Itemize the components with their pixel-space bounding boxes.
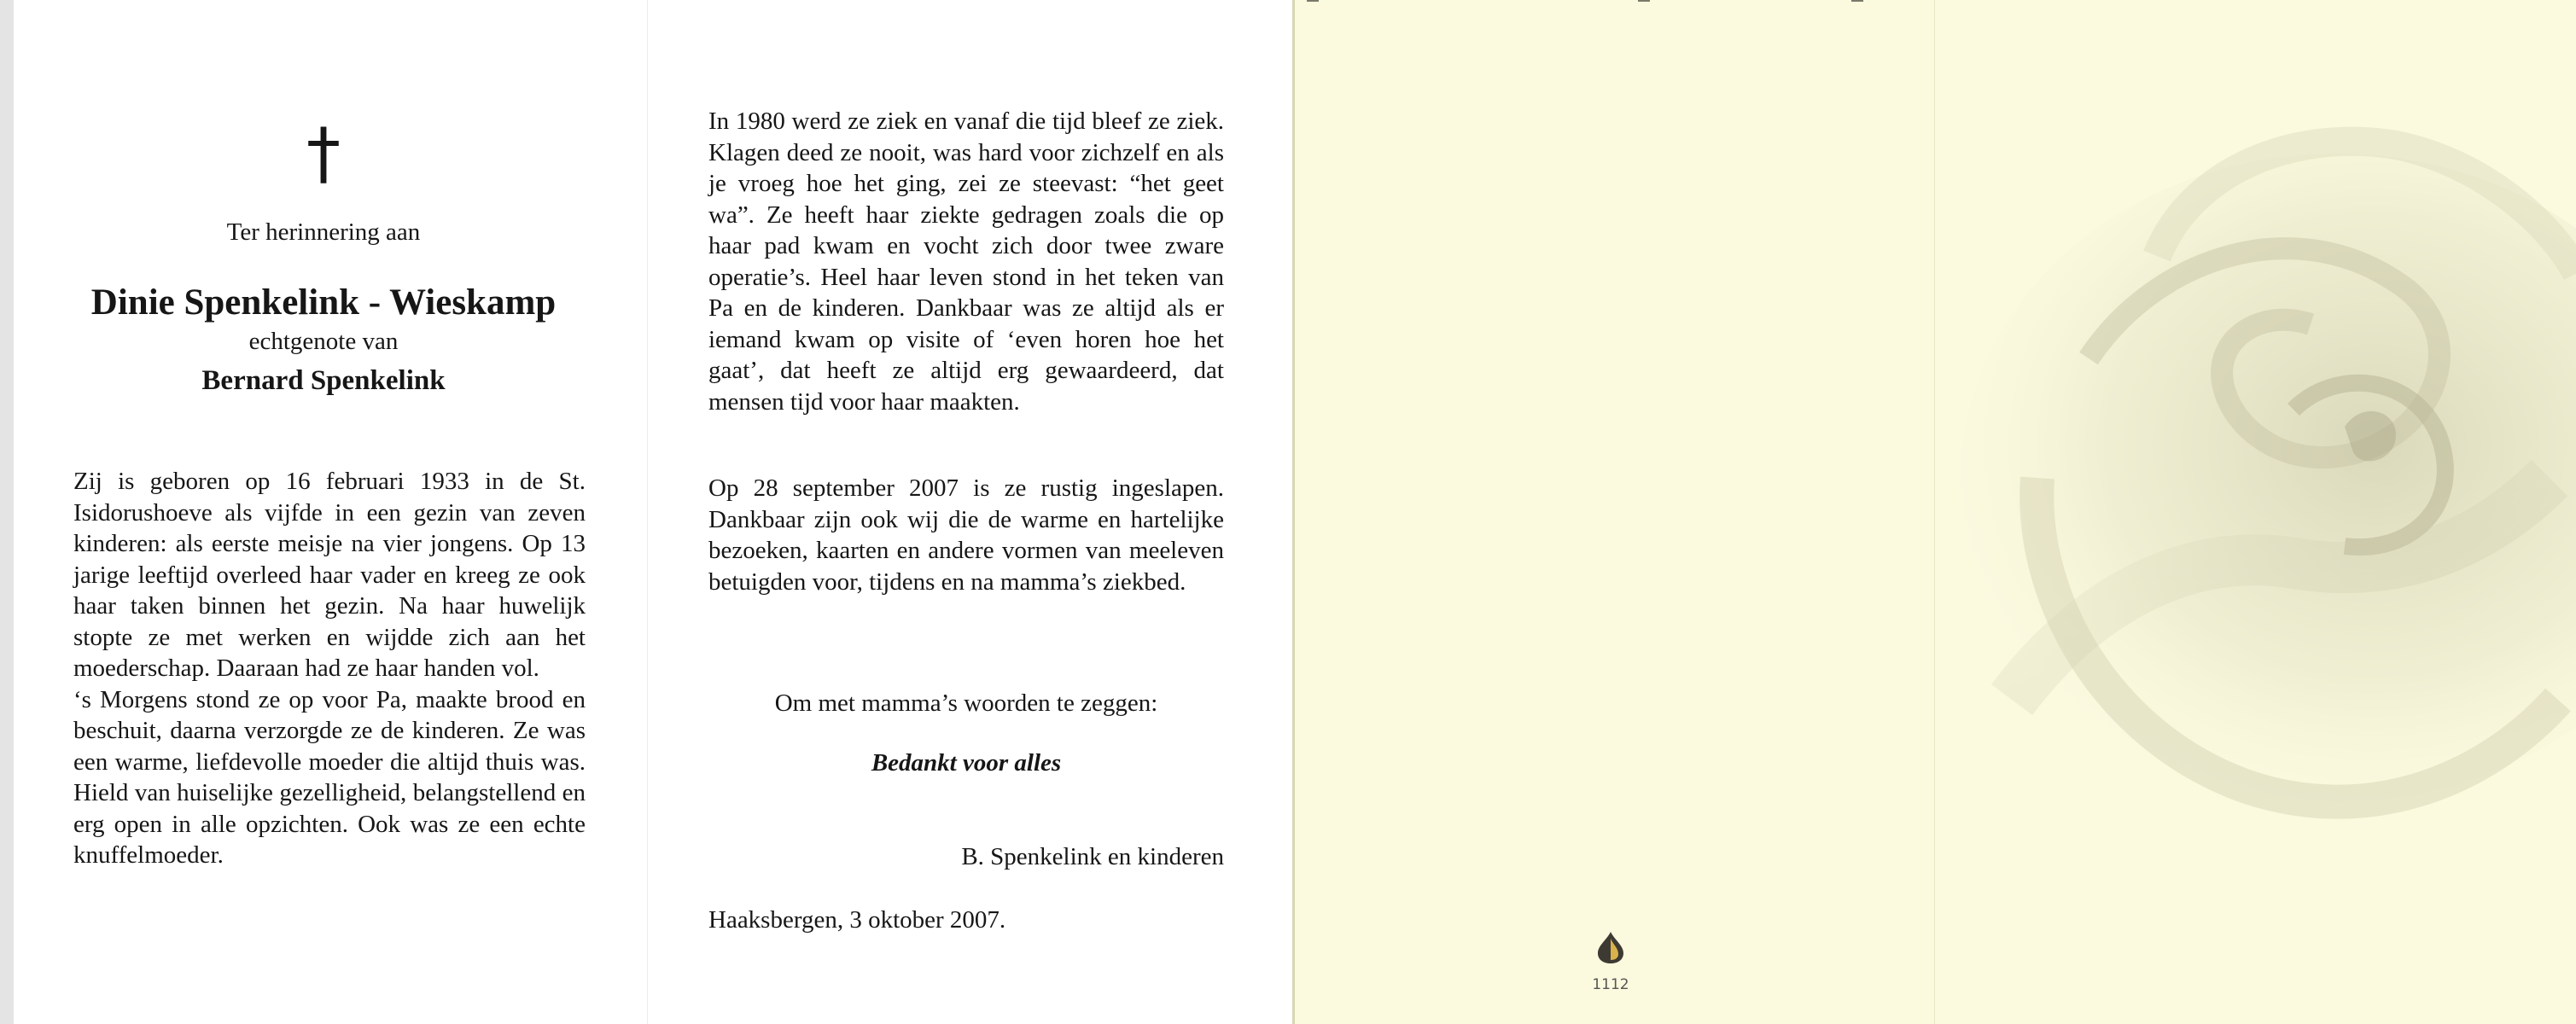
intro-text: Ter herinnering aan xyxy=(226,218,421,246)
fold-mark xyxy=(1638,0,1650,2)
spouse-name: Bernard Spenkelink xyxy=(201,365,446,396)
rose-image xyxy=(1935,0,2576,1024)
bio-paragraph: Zij is geboren op 16 februari 1933 in de St. Isidorushoeve als vijfde in een gezin van zeven kinderen: als eerste meisje na vier jongens. Op 13 jarige leeftijd overleed haar vader en kreeg ze ook haar taken binnen het gezin. Na haar huwelijk stopte ze met werken en wijdde zich aan het moederschap. Daaraan had ze haar handen vol. xyxy=(73,468,586,682)
spouse-relation: echtgenote van xyxy=(248,328,399,355)
quote-intro: Om met mamma’s woorden te zeggen: xyxy=(774,689,1158,717)
fold-mark xyxy=(1851,0,1863,2)
fold-mark xyxy=(1307,0,1319,2)
drop-logo-icon xyxy=(1594,930,1627,964)
card-panel-rose xyxy=(1934,0,2576,1024)
place-date: Haaksbergen, 3 oktober 2007. xyxy=(708,906,1006,934)
illness-paragraph xyxy=(708,106,1224,417)
card-panel-back xyxy=(1292,0,1934,1024)
passing-paragraph xyxy=(708,473,1224,597)
biography xyxy=(73,466,586,871)
signature: B. Spenkelink en kinderen xyxy=(961,843,1224,870)
deceased-name: Dinie Spenkelink - Wieskamp xyxy=(90,282,557,323)
bio-paragraph: ‘s Morgens stond ze op voor Pa, maakte brood en beschuit, daarna verzorgde ze de kinderen. Ze was een warme, liefdevolle moeder die altijd thuis was. Hield van huiselijke gezelligheid, belangstellend en erg open in alle opzichten. Ook was ze een echte knuffelmoeder. xyxy=(73,685,586,869)
illness-text: In 1980 werd ze ziek en vanaf die tijd bleef ze ziek. Klagen deed ze nooit, was hard voor zichzelf en als je vroeg hoe het ging, zei ze steevast: “het geet wa”. Ze heeft haar ziekte gedragen zoals die op haar pad kwam en vocht zich door twee zware operatie’s. Heel haar leven stond in het teken van Pa en de kinderen. Dankbaar was ze altijd als er iemand kwam op visite of ‘even horen hoe het gaat’, dat heeft ze altijd erg gewaardeerd, dat mensen tijd voor haar maakten. xyxy=(708,108,1224,416)
cross-icon: † xyxy=(306,113,341,193)
quote: Bedankt voor alles xyxy=(871,749,1062,777)
passing-text: Op 28 september 2007 is ze rustig ingeslapen. Dankbaar zijn ook wij die de warme en hartelijke bezoeken, kaarten en andere vormen van meeleven betuigden voor, tijdens en na mamma’s ziekbed. xyxy=(708,474,1224,596)
print-code: 1112 xyxy=(1592,976,1629,993)
